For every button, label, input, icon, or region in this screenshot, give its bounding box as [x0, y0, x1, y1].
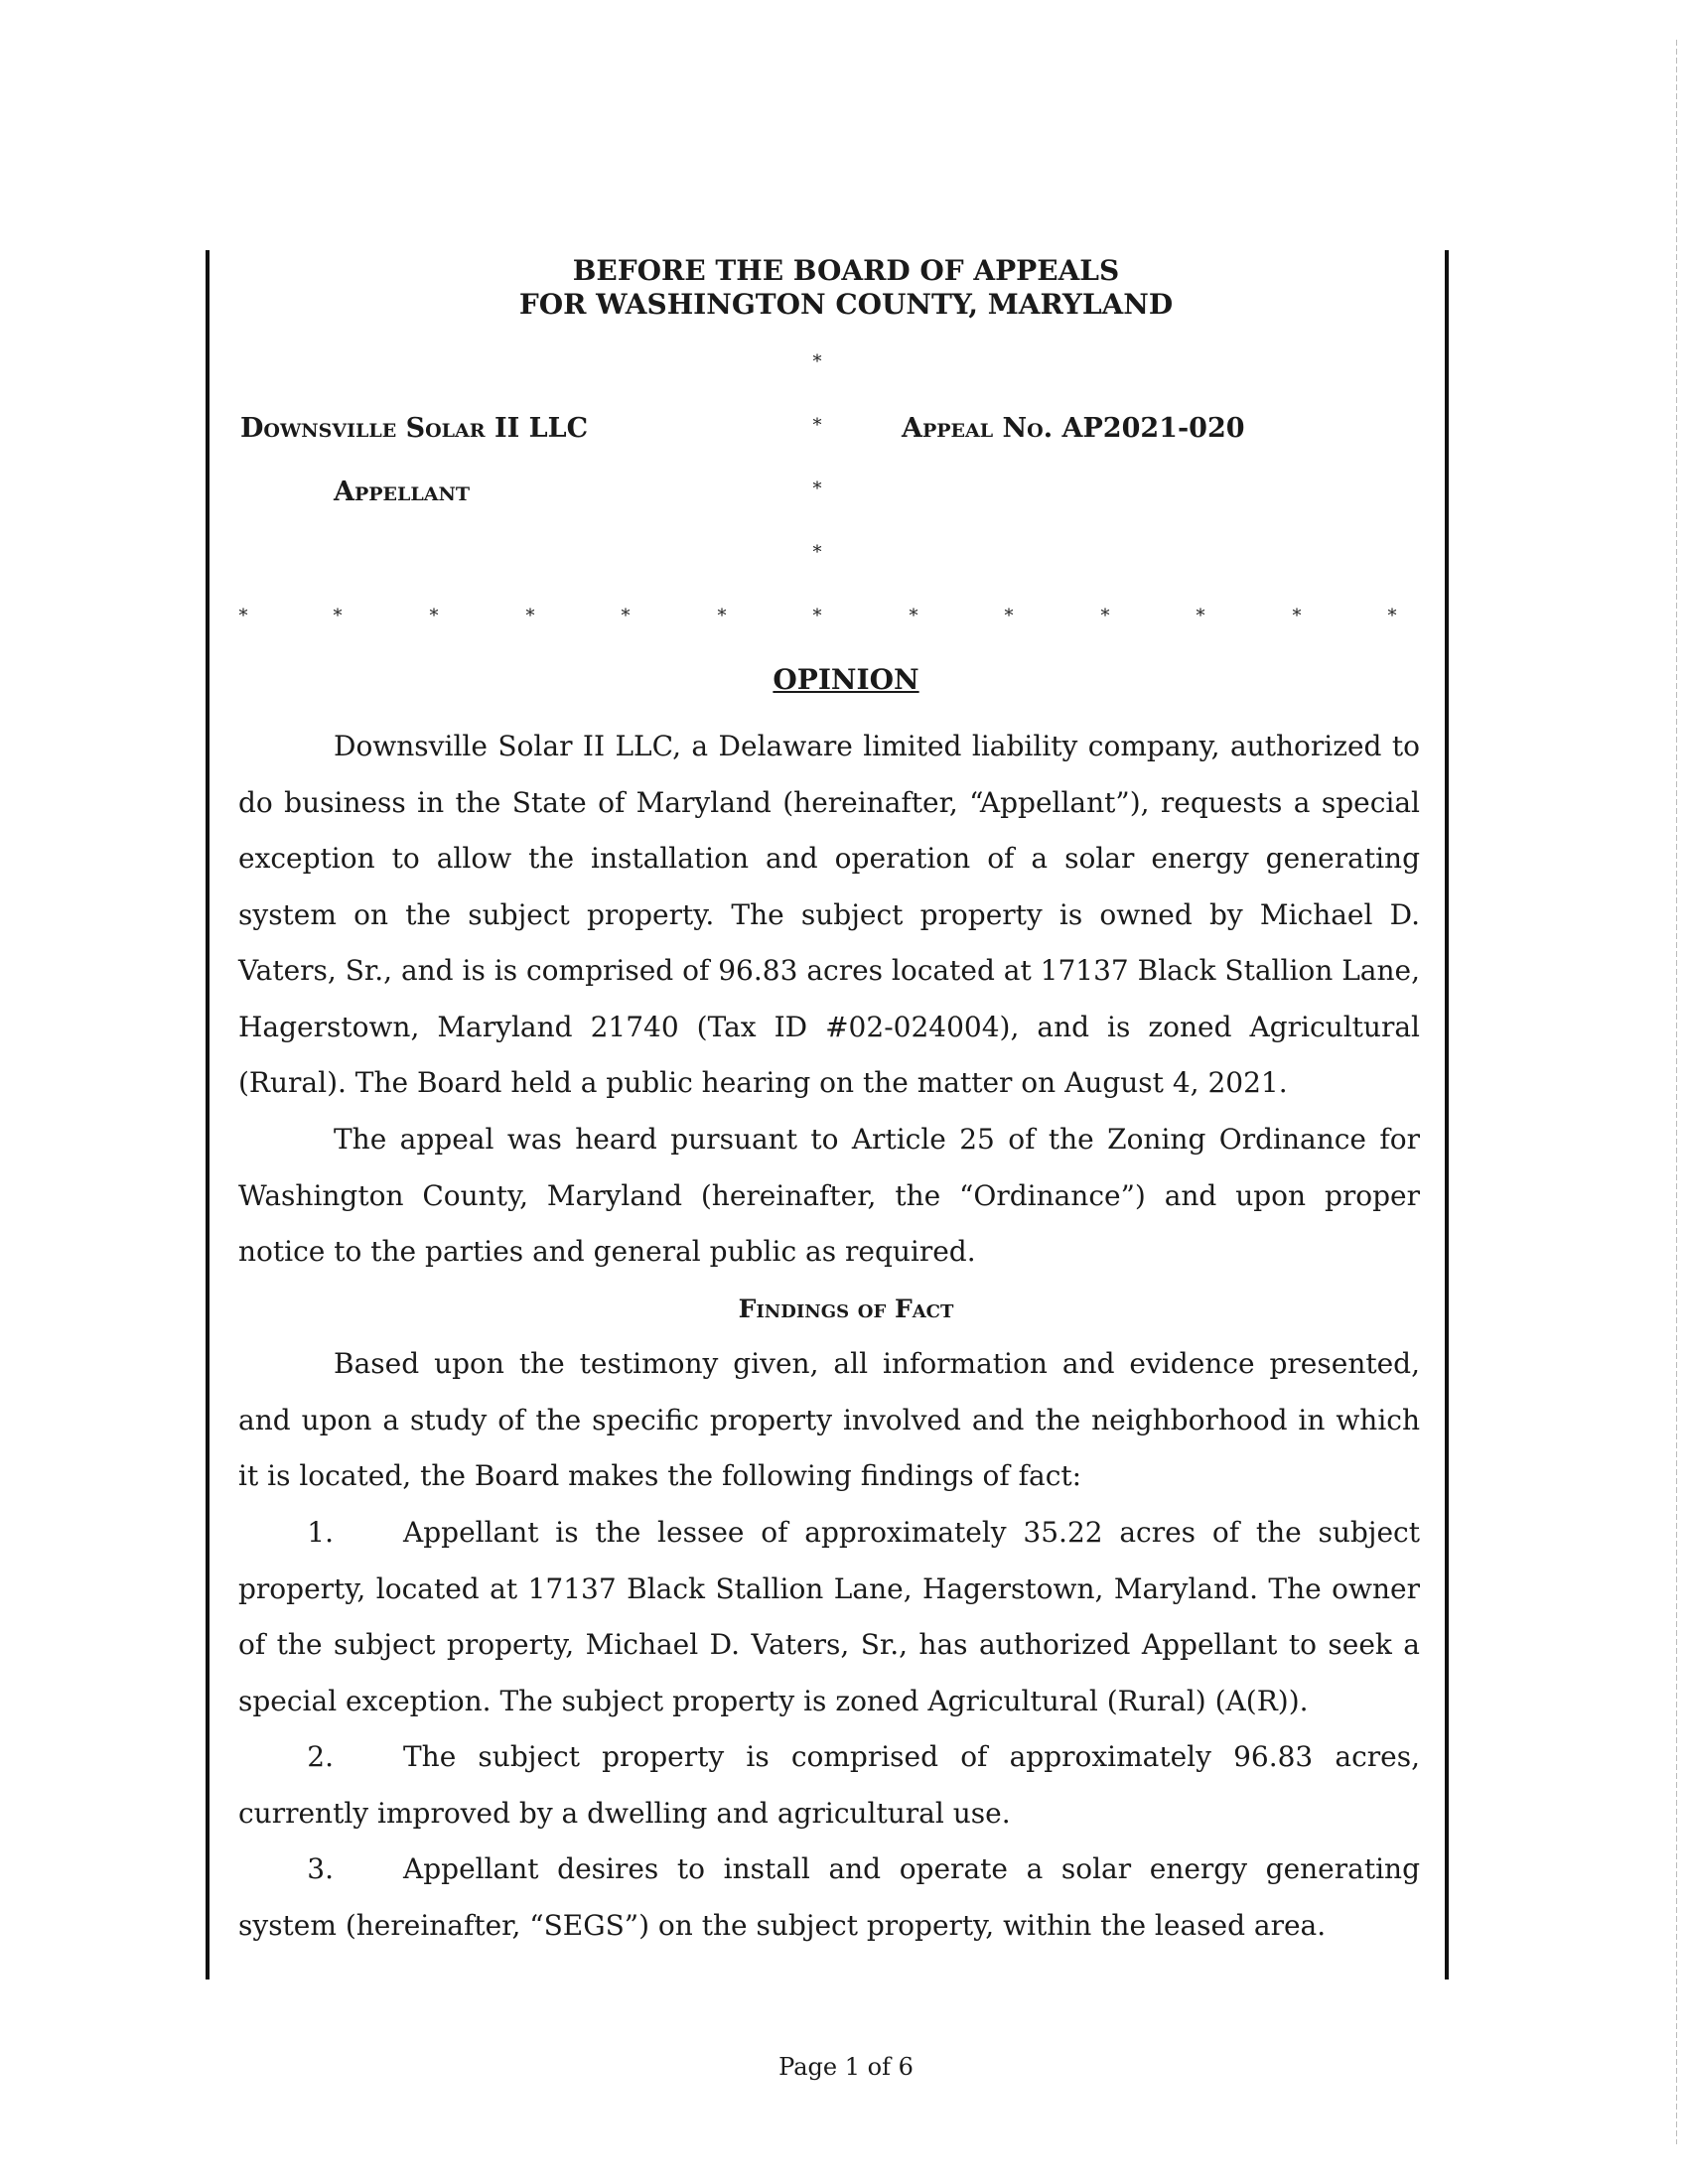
separator-star: * [1387, 606, 1397, 626]
opening-paragraph: Downsville Solar II LLC, a Delaware limited liability company, authorized to do business in the State of Maryland (hereinafter, “Appellant”), requests a special exception to allow the installation and operation of a solar energy generating system on the subject property. The subject property is owned by Michael D. Vaters, Sr., and is is comprised of 96.83 acres located at 17137 Black Stallion Lane, Hagerstown, Maryland 21740 (Tax ID #02-024004), and is zoned Agricultural (Rural). The Board held a public hearing on the matter on August 4, 2021. [238, 730, 1420, 1099]
separator-star: * [238, 606, 248, 626]
finding-item-1 [238, 1505, 1420, 1729]
court-line-2: FOR WASHINGTON COUNTY, MARYLAND [518, 288, 1174, 321]
finding-item-2 [238, 1729, 1420, 1842]
finding-item-3 [238, 1842, 1420, 1954]
finding-number: 3. [307, 1852, 334, 1885]
separator-star: * [1004, 606, 1014, 626]
caption-star: * [812, 478, 822, 499]
caption-star: * [812, 415, 822, 436]
finding-text: Appellant is the lessee of approximately 35.22 acres of the subject property, located at 17137 Black Stallion Lane, Hagerstown, Maryland. The owner of the subject property, Michael D. Vaters, Sr., has authorized Appellant to seek a special exception. The subject property is zoned Agricultural (Rural) (A(R)). [238, 1516, 1420, 1717]
party-name: Downsville Solar II LLC [240, 413, 589, 444]
court-header [0, 254, 1692, 322]
finding-text: Appellant desires to install and operate a solar energy generating system (hereinafter, “SEGS”) on the subject property, within the leased area. [238, 1852, 1420, 1942]
finding-number: 2. [307, 1740, 334, 1773]
finding-number: 1. [307, 1516, 334, 1549]
separator-star: * [1196, 606, 1205, 626]
caption-star: * [812, 542, 822, 563]
party-role: Appellant [334, 477, 470, 507]
separator-star: * [1292, 606, 1302, 626]
separator-star: * [333, 606, 343, 626]
appeal-number: AP2021-020 [1061, 413, 1245, 444]
separator-star: * [909, 606, 918, 626]
findings-heading: Findings of Fact [738, 1295, 954, 1323]
finding-text: The subject property is comprised of approximately 96.83 acres, currently improved by a dwelling and agricultural use. [238, 1740, 1420, 1830]
separator-star: * [812, 606, 822, 626]
separator-star: * [525, 606, 535, 626]
hearing-paragraph: The appeal was heard pursuant to Article 25 of the Zoning Ordinance for Washington County, Maryland (hereinafter, the “Ordinance”) and upon proper notice to the parties and general public as required. [238, 1123, 1420, 1268]
scan-edge-line [1676, 40, 1677, 2144]
right-margin-rule [1445, 250, 1449, 1979]
separator-star: * [621, 606, 631, 626]
separator-star: * [717, 606, 727, 626]
separator-star: * [429, 606, 439, 626]
left-margin-rule [206, 250, 210, 1979]
caption-star: * [812, 351, 822, 372]
page-number: Page 1 of 6 [778, 2053, 914, 2081]
appeal-number-block [902, 413, 1245, 444]
appeal-label: Appeal No. [902, 413, 1062, 444]
separator-star: * [1100, 606, 1110, 626]
court-line-1: BEFORE THE BOARD OF APPEALS [572, 254, 1120, 287]
findings-intro: Based upon the testimony given, all information and evidence presented, and upon a study of the specific property involved and the neighborhood in which it is located, the Board makes the following findings of fact: [238, 1347, 1420, 1492]
document-title: OPINION [773, 663, 919, 696]
